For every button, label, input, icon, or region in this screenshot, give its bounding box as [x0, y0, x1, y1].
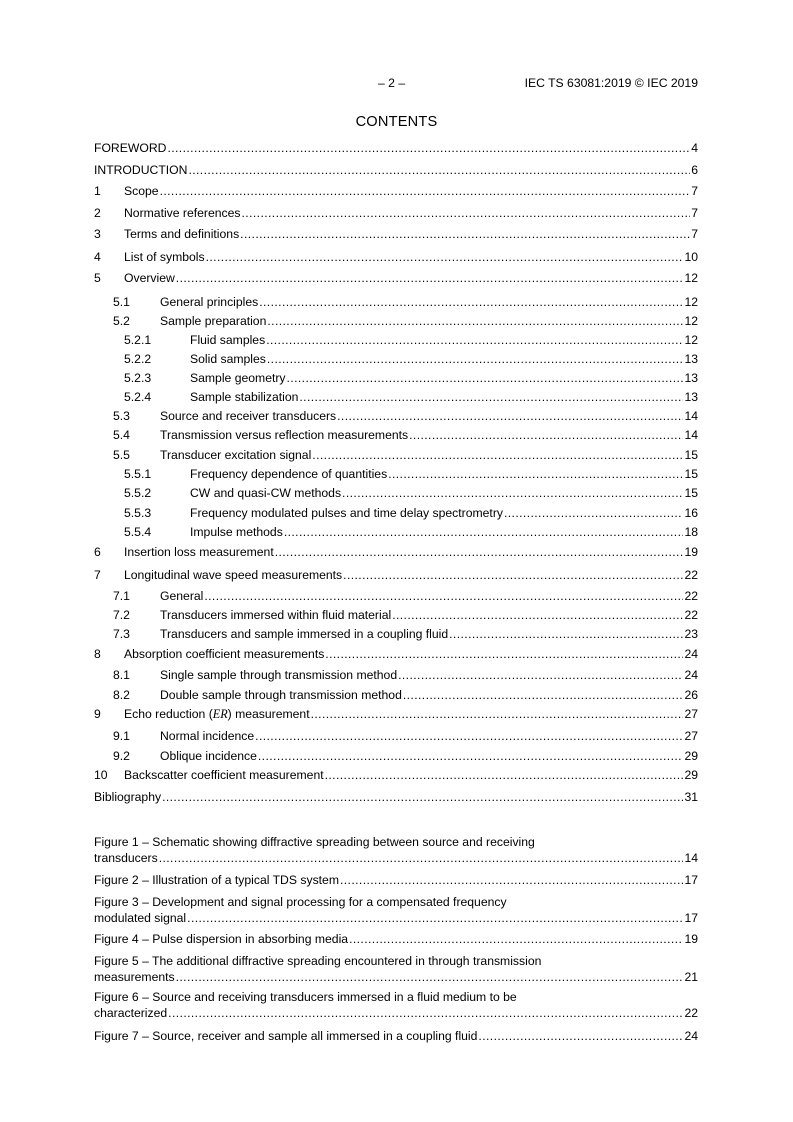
- dot-leader: [267, 351, 684, 367]
- dot-leader: [409, 427, 683, 443]
- toc-entry-page: 10: [684, 250, 698, 264]
- dot-leader: [403, 687, 684, 703]
- toc-entry[interactable]: [94, 351, 698, 367]
- figure-entry-title-continued: measurements: [94, 970, 175, 984]
- figure-entry[interactable]: [94, 894, 698, 926]
- figure-entry-title: Figure 6 – Source and receiving transducers immersed in a fluid medium to be: [94, 990, 517, 1004]
- figure-entry-page: 17: [684, 911, 698, 925]
- dot-leader: [204, 588, 683, 604]
- toc-entry[interactable]: [94, 667, 698, 683]
- toc-entry[interactable]: [94, 162, 698, 178]
- dot-leader: [337, 408, 683, 424]
- toc-entry[interactable]: [94, 748, 698, 764]
- dot-leader: [299, 389, 683, 405]
- toc-entry-title: Overview: [124, 271, 175, 285]
- toc-entry-number: 5.2.2: [124, 352, 152, 366]
- toc-entry-number: 8.1: [113, 668, 130, 682]
- toc-entry-title: INTRODUCTION: [94, 163, 188, 177]
- toc-entry-title: Transducers and sample immersed in a coupling fluid: [160, 627, 449, 641]
- toc-entry-number: 5: [94, 271, 101, 285]
- toc-entry-title: Longitudinal wave speed measurements: [124, 568, 343, 582]
- toc-entry-number: 6: [94, 545, 101, 559]
- figure-entry[interactable]: [94, 989, 698, 1021]
- toc-entry-number: 5.2.3: [124, 371, 152, 385]
- dot-leader: [325, 767, 684, 783]
- toc-entry-title: General principles: [160, 295, 259, 309]
- toc-entry-page: 22: [684, 568, 698, 582]
- toc-entry-page: 19: [684, 545, 698, 559]
- toc-entry-number: 4: [94, 250, 101, 264]
- toc-entry[interactable]: [94, 226, 698, 242]
- dot-leader: [287, 370, 684, 386]
- toc-entry-number: 9.1: [113, 729, 130, 743]
- toc-entry-number: 5.2.1: [124, 333, 152, 347]
- toc-entry-page: 13: [684, 371, 698, 385]
- dot-leader: [349, 931, 683, 947]
- dot-leader: [176, 969, 684, 985]
- toc-entry-page: 12: [684, 271, 698, 285]
- toc-entry-number: 10: [94, 768, 108, 782]
- figure-entry-title: Figure 7 – Source, receiver and sample all immersed in a coupling fluid: [94, 1029, 478, 1043]
- toc-entry[interactable]: [94, 270, 698, 286]
- dot-leader: [176, 270, 684, 286]
- toc-entry-title: Insertion loss measurement: [124, 545, 274, 559]
- dot-leader: [392, 607, 683, 623]
- toc-entry[interactable]: [94, 607, 698, 623]
- toc-entry-title: Double sample through transmission method: [160, 688, 402, 702]
- toc-entry-title: FOREWORD: [94, 141, 167, 155]
- dot-leader: [311, 706, 684, 722]
- toc-entry[interactable]: [94, 505, 698, 521]
- toc-entry[interactable]: [94, 183, 698, 199]
- dot-leader: [449, 626, 683, 642]
- toc-entry[interactable]: [94, 728, 698, 744]
- toc-entry-title: Scope: [124, 184, 159, 198]
- dot-leader: [325, 646, 683, 662]
- toc-entry[interactable]: [94, 789, 698, 805]
- toc-entry-page: 7: [691, 206, 698, 220]
- toc-entry[interactable]: [94, 767, 698, 783]
- toc-entry-number: 8.2: [113, 688, 130, 702]
- dot-leader: [259, 294, 683, 310]
- toc-entry-title: Frequency modulated pulses and time delay spectrometry: [190, 506, 503, 520]
- toc-entry-title: Source and receiver transducers: [160, 409, 337, 423]
- dot-leader: [188, 162, 690, 178]
- toc-entry-page: 23: [684, 627, 698, 641]
- toc-entry-title: Fluid samples: [190, 333, 266, 347]
- toc-entry-number: 7.2: [113, 608, 130, 622]
- toc-entry[interactable]: [94, 205, 698, 221]
- dot-leader: [343, 567, 683, 583]
- figure-entry-page: 14: [684, 851, 698, 865]
- toc-entry-number: 5.5.1: [124, 467, 152, 481]
- toc-entry[interactable]: [94, 567, 698, 583]
- toc-entry[interactable]: [94, 427, 698, 443]
- toc-entry-title: Solid samples: [190, 352, 266, 366]
- toc-entry[interactable]: [94, 140, 698, 156]
- page-number: – 2 –: [378, 76, 406, 90]
- dot-leader: [504, 505, 683, 521]
- toc-entry-page: 6: [691, 163, 698, 177]
- dot-leader: [342, 485, 683, 501]
- toc-entry-page: 14: [684, 409, 698, 423]
- toc-entry[interactable]: [94, 447, 698, 463]
- figure-entry[interactable]: [94, 872, 698, 888]
- figure-entry-title: Figure 4 – Pulse dispersion in absorbing media: [94, 932, 349, 946]
- dot-leader: [398, 667, 683, 683]
- toc-entry-page: 24: [684, 647, 698, 661]
- toc-entry[interactable]: [94, 332, 698, 348]
- figure-entry-page: 24: [684, 1029, 698, 1043]
- toc-entry-number: 7: [94, 568, 101, 582]
- dot-leader: [187, 910, 683, 926]
- toc-entry-page: 13: [684, 352, 698, 366]
- toc-entry[interactable]: [94, 408, 698, 424]
- figure-entry-page: 19: [684, 932, 698, 946]
- toc-entry[interactable]: [94, 466, 698, 482]
- toc-entry-title: Impulse methods: [190, 525, 283, 539]
- toc-entry-title: Transmission versus reflection measurements: [160, 428, 409, 442]
- dot-leader: [284, 524, 684, 540]
- dot-leader: [167, 140, 690, 156]
- dot-leader: [240, 226, 690, 242]
- toc-entry-number: 9: [94, 707, 101, 721]
- toc-entry-number: 5.2: [113, 314, 130, 328]
- dot-leader: [160, 183, 691, 199]
- toc-entry-page: 7: [691, 184, 698, 198]
- toc-entry-number: 7.3: [113, 627, 130, 641]
- toc-entry-number: 1: [94, 184, 101, 198]
- toc-entry[interactable]: [94, 249, 698, 265]
- dot-leader: [340, 872, 683, 888]
- toc-entry-number: 5.1: [113, 295, 130, 309]
- page-header: [0, 76, 793, 92]
- toc-entry-page: 15: [684, 486, 698, 500]
- dot-leader: [258, 748, 684, 764]
- toc-entry[interactable]: [94, 294, 698, 310]
- toc-entry-title: Normative references: [124, 206, 241, 220]
- page-title: CONTENTS: [355, 114, 438, 130]
- toc-entry[interactable]: [94, 485, 698, 501]
- toc-entry-page: 15: [684, 467, 698, 481]
- toc-entry[interactable]: [94, 588, 698, 604]
- dot-leader: [388, 466, 683, 482]
- figure-entry-title: Figure 3 – Development and signal processing for a compensated frequency: [94, 895, 507, 909]
- document-id: IEC TS 63081:2019 © IEC 2019: [524, 76, 698, 90]
- toc-entry-number: 9.2: [113, 749, 130, 763]
- toc-entry-title: Absorption coefficient measurements: [124, 647, 325, 661]
- toc-entry-number: 5.5.3: [124, 506, 152, 520]
- figure-entry-page: 22: [684, 1006, 698, 1020]
- dot-leader: [267, 313, 683, 329]
- dot-leader: [162, 789, 683, 805]
- toc-entry-number: 5.4: [113, 428, 130, 442]
- toc-entry-page: 15: [684, 448, 698, 462]
- toc-entry[interactable]: [94, 544, 698, 560]
- toc-entry-page: 26: [684, 688, 698, 702]
- toc-entry-page: 18: [684, 525, 698, 539]
- toc-entry-number: 5.5: [113, 448, 130, 462]
- toc-entry-page: 29: [684, 768, 698, 782]
- dot-leader: [206, 249, 684, 265]
- toc-entry-page: 16: [684, 506, 698, 520]
- dot-leader: [168, 1005, 683, 1021]
- figure-entry-title: Figure 5 – The additional diffractive spreading encountered in through transmission: [94, 954, 542, 968]
- dot-leader: [159, 850, 684, 866]
- toc-entry-page: 14: [684, 428, 698, 442]
- toc-entry-page: 27: [684, 707, 698, 721]
- toc-entry-title: Single sample through transmission method: [160, 668, 398, 682]
- toc-entry-number: 2: [94, 206, 101, 220]
- dot-leader: [312, 447, 683, 463]
- dot-leader: [266, 332, 683, 348]
- toc-entry-title: Echo reduction (ER) measurement: [124, 707, 310, 721]
- figure-entry-title-continued: characterized: [94, 1006, 168, 1020]
- toc-entry-title: CW and quasi-CW methods: [190, 486, 342, 500]
- toc-entry-number: 7.1: [113, 589, 130, 603]
- toc-entry-title: List of symbols: [124, 250, 205, 264]
- figure-entry-title: Figure 1 – Schematic showing diffractive spreading between source and receiving: [94, 835, 535, 849]
- figure-entry[interactable]: [94, 834, 698, 866]
- figure-entry[interactable]: [94, 1028, 698, 1044]
- toc-entry[interactable]: [94, 313, 698, 329]
- figure-entry-title-continued: modulated signal: [94, 911, 187, 925]
- toc-entry-title: Terms and definitions: [124, 227, 240, 241]
- dot-leader: [242, 205, 691, 221]
- toc-entry-page: 12: [684, 333, 698, 347]
- toc-entry-page: 27: [684, 729, 698, 743]
- toc-entry-title: Sample stabilization: [190, 390, 299, 404]
- toc-entry-page: 24: [684, 668, 698, 682]
- figure-entry[interactable]: [94, 953, 698, 985]
- toc-entry-page: 31: [684, 790, 698, 804]
- toc-entry-number: 5.3: [113, 409, 130, 423]
- toc-entry-page: 4: [691, 141, 698, 155]
- toc-entry-number: 3: [94, 227, 101, 241]
- figure-entry-title: Figure 2 – Illustration of a typical TDS system: [94, 873, 339, 887]
- dot-leader: [275, 544, 684, 560]
- toc-entry-number: 8: [94, 647, 101, 661]
- toc-entry-title: General: [160, 589, 204, 603]
- toc-entry-page: 13: [684, 390, 698, 404]
- toc-entry-title: Oblique incidence: [160, 749, 257, 763]
- toc-entry[interactable]: [94, 646, 698, 662]
- toc-entry-title: Backscatter coefficient measurement: [124, 768, 324, 782]
- dot-leader: [478, 1028, 683, 1044]
- toc-entry-number: 5.5.2: [124, 486, 152, 500]
- figure-entry[interactable]: [94, 931, 698, 947]
- toc-entry-page: 7: [691, 227, 698, 241]
- toc-entry-page: 29: [684, 749, 698, 763]
- toc-entry-page: 12: [684, 314, 698, 328]
- toc-entry-title: Normal incidence: [160, 729, 255, 743]
- toc-entry-title: Sample geometry: [190, 371, 286, 385]
- toc-entry[interactable]: [94, 389, 698, 405]
- toc-entry[interactable]: [94, 370, 698, 386]
- toc-entry[interactable]: [94, 706, 698, 722]
- toc-entry-title: Transducer excitation signal: [160, 448, 312, 462]
- figure-entry-page: 21: [684, 970, 698, 984]
- toc-entry[interactable]: [94, 626, 698, 642]
- toc-entry-title: Bibliography: [94, 790, 162, 804]
- toc-entry-number: 5.2.4: [124, 390, 152, 404]
- toc-entry-page: 12: [684, 295, 698, 309]
- toc-entry-title: Transducers immersed within fluid material: [160, 608, 392, 622]
- toc-entry-page: 22: [684, 608, 698, 622]
- toc-entry[interactable]: [94, 687, 698, 703]
- dot-leader: [255, 728, 683, 744]
- toc-entry-title: Sample preparation: [160, 314, 267, 328]
- toc-entry-page: 22: [684, 589, 698, 603]
- toc-entry-number: 5.5.4: [124, 525, 152, 539]
- toc-entry-title: Frequency dependence of quantities: [190, 467, 388, 481]
- figure-entry-title-continued: transducers: [94, 851, 158, 865]
- figure-entry-page: 17: [684, 873, 698, 887]
- toc-entry[interactable]: [94, 524, 698, 540]
